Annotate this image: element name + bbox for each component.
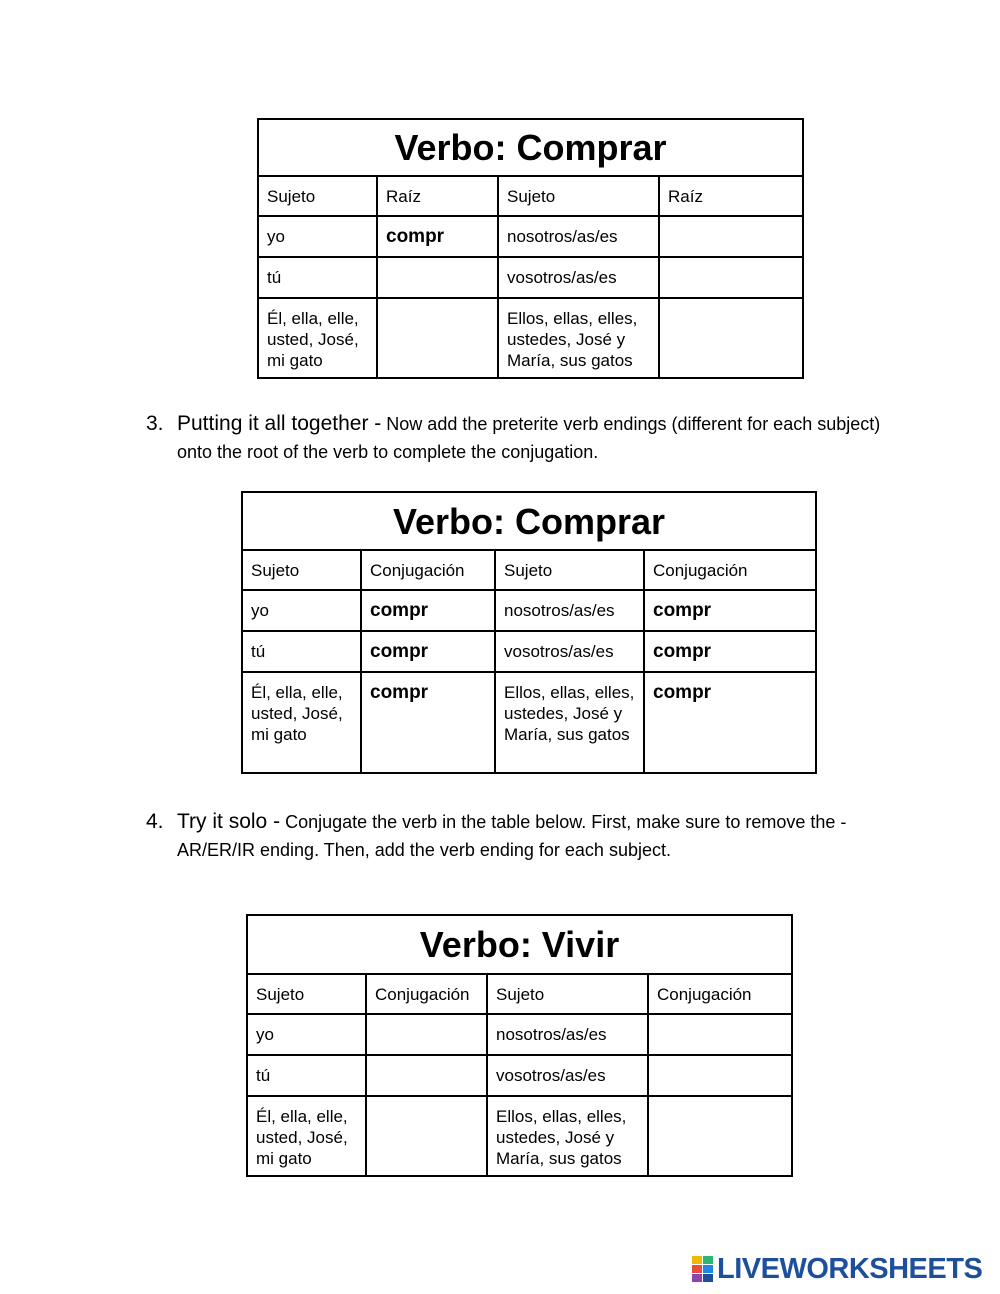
root-answer-cell[interactable] [377,257,498,298]
subject-cell: Él, ella, elle, usted, José, mi gato [247,1096,366,1176]
subject-cell: Él, ella, elle, usted, José, mi gato [242,672,361,773]
root-answer-cell[interactable] [377,298,498,378]
root-answer-cell[interactable] [659,257,803,298]
subject-cell: vosotros/as/es [495,631,644,672]
header-cell: Conjugación [361,550,495,590]
conjugation-cell[interactable]: compr [644,672,816,773]
instruction-3 [146,410,886,466]
header-cell: Sujeto [487,974,648,1014]
conjugation-answer-cell[interactable] [648,1055,792,1096]
conjugation-table-comprar-root [257,118,804,379]
subject-cell: Ellos, ellas, elles, ustedes, José y María, sus gatos [487,1096,648,1176]
header-cell: Sujeto [495,550,644,590]
instruction-text: Now add the preterite verb endings (different for each subject) onto the root of the verb to complete the conjugation. [177,414,881,462]
header-cell: Sujeto [247,974,366,1014]
conjugation-answer-cell[interactable] [366,1055,487,1096]
instruction-text: Conjugate the verb in the table below. First, make sure to remove the -AR/ER/IR ending. Then, add the verb ending for each subject. [177,812,847,860]
subject-cell: Ellos, ellas, elles, ustedes, José y María, sus gatos [498,298,659,378]
conjugation-table-comprar [241,491,817,774]
subject-cell: yo [247,1014,366,1055]
subject-cell: yo [242,590,361,631]
header-cell: Raíz [659,176,803,216]
conjugation-answer-cell[interactable] [648,1096,792,1176]
conjugation-cell[interactable]: compr [644,631,816,672]
instruction-lead: Putting it all together - [177,412,382,435]
conjugation-cell[interactable]: compr [644,590,816,631]
subject-cell: nosotros/as/es [495,590,644,631]
liveworksheets-logo [692,1252,982,1286]
subject-cell: nosotros/as/es [498,216,659,257]
subject-cell: vosotros/as/es [487,1055,648,1096]
subject-cell: vosotros/as/es [498,257,659,298]
subject-cell: yo [258,216,377,257]
conjugation-answer-cell[interactable] [366,1096,487,1176]
subject-cell: nosotros/as/es [487,1014,648,1055]
table-title: Verbo: Vivir [247,915,792,974]
instruction-lead: Try it solo - [177,810,281,833]
conjugation-answer-cell[interactable] [648,1014,792,1055]
header-cell: Sujeto [498,176,659,216]
liveworksheets-logo-icon [692,1256,714,1282]
conjugation-table-vivir [246,914,793,1177]
subject-cell: Ellos, ellas, elles, ustedes, José y María, sus gatos [495,672,644,773]
conjugation-cell[interactable]: compr [361,672,495,773]
instruction-4 [146,808,886,864]
table-title: Verbo: Comprar [242,492,816,550]
subject-cell: tú [258,257,377,298]
subject-cell: tú [242,631,361,672]
header-cell: Sujeto [258,176,377,216]
root-answer-cell[interactable] [659,216,803,257]
conjugation-answer-cell[interactable] [366,1014,487,1055]
instruction-number: 4. [146,810,164,833]
conjugation-cell[interactable]: compr [361,590,495,631]
header-cell: Raíz [377,176,498,216]
instruction-number: 3. [146,412,164,435]
logo-text: LIVEWORKSHEETS [717,1253,983,1285]
header-cell: Conjugación [644,550,816,590]
subject-cell: Él, ella, elle, usted, José, mi gato [258,298,377,378]
header-cell: Conjugación [366,974,487,1014]
root-answer-cell[interactable] [659,298,803,378]
table-title: Verbo: Comprar [258,119,803,176]
header-cell: Conjugación [648,974,792,1014]
root-cell: compr [377,216,498,257]
subject-cell: tú [247,1055,366,1096]
header-cell: Sujeto [242,550,361,590]
conjugation-cell[interactable]: compr [361,631,495,672]
